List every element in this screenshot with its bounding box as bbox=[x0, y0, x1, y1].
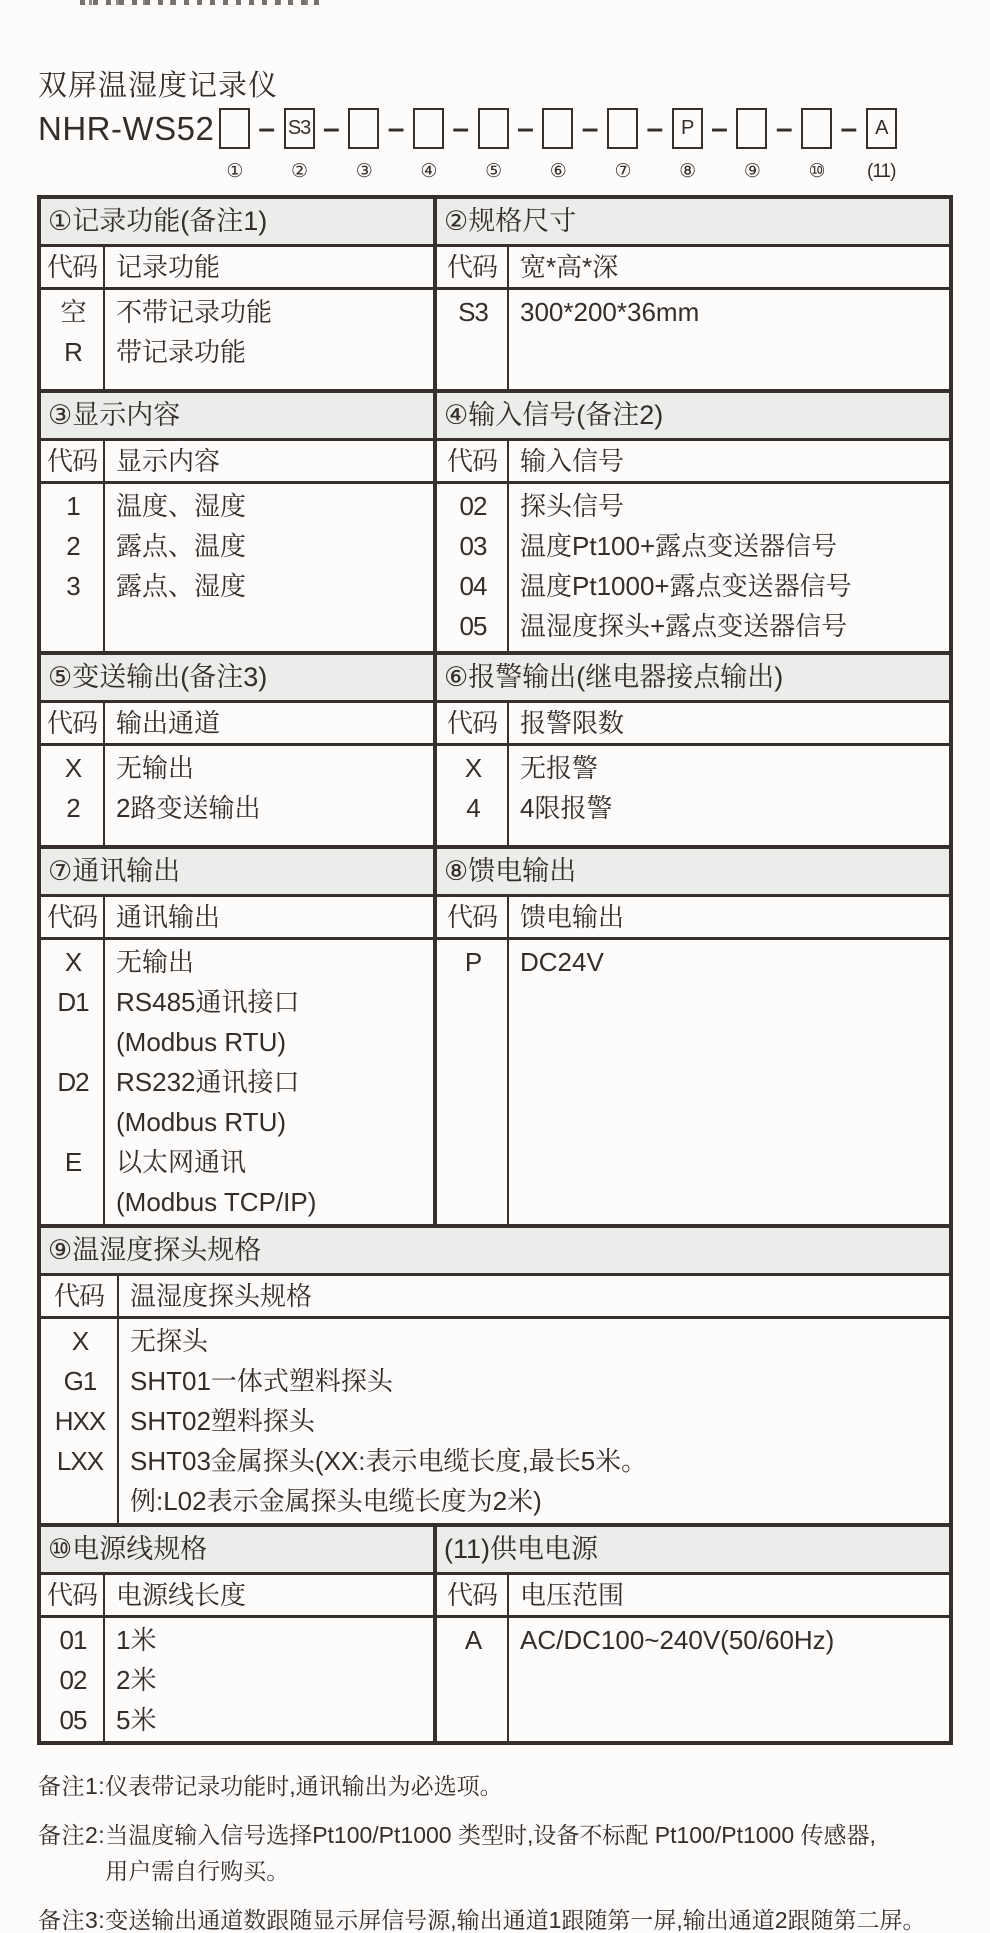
model-slot-index: ① bbox=[226, 161, 243, 182]
model-slot-index: ⑥ bbox=[549, 161, 566, 182]
model-slot-5 bbox=[476, 108, 510, 182]
section-header: ⑧馈电输出 bbox=[437, 849, 949, 897]
table-row bbox=[41, 748, 433, 788]
spec-table bbox=[37, 195, 953, 1745]
model-slot-box bbox=[478, 108, 509, 149]
row-desc: 无探头 bbox=[130, 1326, 209, 1356]
section-header: ⑦通讯输出 bbox=[41, 849, 433, 897]
row-desc: 不带记录功能 bbox=[116, 297, 273, 327]
section-feed-output bbox=[433, 849, 949, 1224]
model-slot-box: A bbox=[866, 108, 897, 149]
model-slot-8 bbox=[670, 108, 704, 182]
row-code: E bbox=[64, 1147, 82, 1177]
value-column-header: 显示内容 bbox=[116, 446, 221, 476]
dash-separator: – bbox=[258, 112, 276, 145]
row-code: 04 bbox=[459, 571, 487, 601]
row-code: G1 bbox=[63, 1366, 97, 1396]
model-slot-index: ③ bbox=[355, 161, 372, 182]
code-column-header: 代码 bbox=[437, 897, 509, 937]
row-desc-line2: 例:L02表示金属探头电缆长度为2米) bbox=[130, 1486, 542, 1516]
model-slot-box: P bbox=[672, 108, 703, 149]
row-code: X bbox=[64, 753, 82, 783]
section-probe-spec bbox=[41, 1228, 949, 1523]
row-desc: 无报警 bbox=[520, 753, 599, 783]
row-desc: 2路变送输出 bbox=[116, 793, 261, 823]
code-column-header: 代码 bbox=[41, 1575, 105, 1615]
row-desc: 4限报警 bbox=[520, 793, 613, 823]
section-transmit-output bbox=[41, 655, 433, 845]
band-6 bbox=[41, 1523, 949, 1741]
model-slot-box bbox=[736, 108, 767, 149]
row-code: 2 bbox=[66, 793, 80, 823]
row-code: 空 bbox=[60, 297, 86, 327]
row-desc bbox=[105, 1062, 433, 1142]
row-desc bbox=[119, 1441, 949, 1521]
section-body bbox=[41, 290, 433, 389]
note-text bbox=[105, 1817, 973, 1889]
section-input-signal bbox=[433, 393, 949, 651]
column-header-row bbox=[437, 1575, 949, 1618]
model-slot-6 bbox=[541, 108, 575, 182]
row-code: 03 bbox=[459, 531, 487, 561]
section-alarm-output bbox=[433, 655, 949, 845]
value-column-header: 电压范围 bbox=[520, 1580, 625, 1610]
row-desc: 温度Pt100+露点变送器信号 bbox=[520, 531, 838, 561]
model-slot-box bbox=[801, 108, 832, 149]
section-display-content bbox=[41, 393, 433, 651]
band-3 bbox=[41, 651, 949, 845]
row-desc: 1米 bbox=[116, 1625, 157, 1655]
model-slot-7 bbox=[605, 108, 639, 182]
value-column-header: 宽*高*深 bbox=[520, 252, 619, 282]
row-code: LXX bbox=[56, 1446, 104, 1476]
section-header: (11)供电电源 bbox=[437, 1527, 949, 1575]
code-column-header: 代码 bbox=[41, 897, 105, 937]
section-body bbox=[41, 746, 433, 845]
dash-separator: – bbox=[517, 112, 534, 145]
model-slot-index: ⑧ bbox=[679, 161, 696, 182]
row-code: 01 bbox=[59, 1625, 87, 1655]
section-header: ⑤变送输出(备注3) bbox=[41, 655, 433, 703]
dash-separator: – bbox=[323, 112, 340, 145]
table-row bbox=[41, 1062, 433, 1142]
row-code: R bbox=[64, 337, 82, 367]
table-row bbox=[437, 942, 949, 982]
code-column-header: 代码 bbox=[41, 1276, 119, 1316]
column-header-row bbox=[41, 897, 433, 940]
table-row bbox=[41, 1441, 949, 1521]
section-header: ③显示内容 bbox=[41, 393, 433, 441]
section-header: ⑩电源线规格 bbox=[41, 1527, 433, 1575]
section-body bbox=[437, 484, 949, 651]
model-slot-box bbox=[348, 108, 379, 149]
dash-separator: – bbox=[387, 112, 405, 145]
model-slot-index: ⑦ bbox=[614, 161, 631, 182]
value-column-header: 报警限数 bbox=[520, 708, 625, 738]
note-label: 备注2: bbox=[38, 1822, 106, 1848]
footnotes bbox=[38, 1768, 973, 1933]
dash-separator: – bbox=[775, 112, 793, 145]
table-row bbox=[41, 486, 433, 526]
note-3 bbox=[38, 1902, 973, 1933]
model-slot-box bbox=[219, 108, 250, 149]
column-header-row bbox=[41, 1276, 949, 1319]
table-row bbox=[437, 486, 949, 526]
table-row bbox=[41, 1700, 433, 1740]
model-slot-box bbox=[542, 108, 573, 149]
dash-separator: – bbox=[840, 112, 858, 145]
model-slot-index: ⑨ bbox=[743, 161, 760, 182]
model-code-row bbox=[38, 108, 898, 182]
row-desc: 探头信号 bbox=[520, 491, 625, 521]
row-code: P bbox=[464, 947, 482, 977]
column-header-row bbox=[41, 247, 433, 290]
value-column-header: 通讯输出 bbox=[116, 902, 221, 932]
code-column-header: 代码 bbox=[437, 1575, 509, 1615]
row-desc-line2: (Modbus RTU) bbox=[116, 1107, 287, 1137]
row-desc: 5米 bbox=[116, 1705, 157, 1735]
code-column-header: 代码 bbox=[41, 441, 105, 481]
section-body bbox=[41, 1319, 949, 1523]
model-slot-box: S3 bbox=[284, 108, 315, 149]
code-column-header: 代码 bbox=[41, 247, 105, 287]
dash-separator: – bbox=[581, 112, 599, 145]
table-row bbox=[437, 606, 949, 646]
model-slot-1 bbox=[217, 108, 251, 182]
row-desc-line1: SHT03金属探头(XX:表示电缆长度,最长5米。 bbox=[130, 1446, 648, 1476]
table-row bbox=[41, 1660, 433, 1700]
table-row bbox=[41, 942, 433, 982]
code-column-header: 代码 bbox=[437, 441, 509, 481]
table-row bbox=[41, 982, 433, 1062]
model-slot-3 bbox=[347, 108, 381, 182]
table-row bbox=[41, 292, 433, 332]
table-row bbox=[437, 1620, 949, 1660]
band-2 bbox=[41, 389, 949, 651]
band-4 bbox=[41, 845, 949, 1224]
section-power-cord bbox=[41, 1527, 433, 1741]
band-5 bbox=[41, 1224, 949, 1523]
row-code: 02 bbox=[459, 491, 487, 521]
section-header: ⑨温湿度探头规格 bbox=[41, 1228, 949, 1276]
section-dimensions bbox=[433, 199, 949, 389]
section-header: ④输入信号(备注2) bbox=[437, 393, 949, 441]
row-code: HXX bbox=[54, 1406, 106, 1436]
column-header-row bbox=[437, 247, 949, 290]
model-slot-4 bbox=[411, 108, 445, 182]
model-slot-index: ② bbox=[291, 161, 308, 182]
band-1 bbox=[41, 199, 949, 389]
section-body bbox=[41, 1618, 433, 1741]
row-desc: 2米 bbox=[116, 1665, 157, 1695]
row-code: 02 bbox=[59, 1665, 87, 1695]
section-body bbox=[41, 484, 433, 651]
row-desc bbox=[105, 1142, 433, 1222]
model-slot-box bbox=[607, 108, 638, 149]
row-code: X bbox=[71, 1326, 89, 1356]
section-header: ②规格尺寸 bbox=[437, 199, 949, 247]
row-desc: SHT01一体式塑料探头 bbox=[130, 1366, 393, 1396]
row-desc: AC/DC100~240V(50/60Hz) bbox=[520, 1625, 835, 1655]
section-body bbox=[437, 746, 949, 845]
row-desc: 温湿度探头+露点变送器信号 bbox=[520, 611, 848, 641]
row-desc: 温度、湿度 bbox=[116, 491, 247, 521]
column-header-row bbox=[437, 897, 949, 940]
table-row bbox=[41, 788, 433, 828]
section-header: ⑥报警输出(继电器接点输出) bbox=[437, 655, 949, 703]
section-communication-output bbox=[41, 849, 433, 1224]
row-code: 05 bbox=[59, 1705, 87, 1735]
note-label: 备注3: bbox=[38, 1907, 106, 1933]
row-code: 3 bbox=[66, 571, 80, 601]
table-row bbox=[437, 788, 949, 828]
section-header: ①记录功能(备注1) bbox=[41, 199, 433, 247]
row-code: D1 bbox=[57, 987, 89, 1017]
model-slot-index: (11) bbox=[867, 161, 896, 182]
row-code: D2 bbox=[57, 1067, 89, 1097]
model-prefix: NHR-WS52 bbox=[38, 110, 215, 147]
row-desc-line1: RS485通讯接口 bbox=[116, 987, 300, 1017]
note-2 bbox=[38, 1817, 973, 1889]
model-slot-11 bbox=[864, 108, 898, 182]
row-desc: 温度Pt1000+露点变送器信号 bbox=[520, 571, 852, 601]
row-desc: 无输出 bbox=[116, 947, 195, 977]
table-row bbox=[437, 748, 949, 788]
note-text-line1: 当温度输入信号选择Pt100/Pt1000 类型时,设备不标配 Pt100/Pt1000 传感器, bbox=[105, 1822, 876, 1848]
table-row bbox=[41, 526, 433, 566]
model-slot-index: ⑤ bbox=[485, 161, 502, 182]
table-row bbox=[437, 526, 949, 566]
row-code: A bbox=[464, 1625, 482, 1655]
section-body bbox=[437, 940, 949, 1224]
note-1 bbox=[38, 1768, 973, 1804]
row-code: 2 bbox=[66, 531, 80, 561]
row-desc: 无输出 bbox=[116, 753, 195, 783]
value-column-header: 馈电输出 bbox=[520, 902, 625, 932]
note-text: 变送输出通道数跟随显示屏信号源,输出通道1跟随第一屏,输出通道2跟随第二屏。 bbox=[105, 1907, 926, 1933]
model-slot-index: ④ bbox=[420, 161, 437, 182]
value-column-header: 输出通道 bbox=[116, 708, 221, 738]
row-desc: SHT02塑料探头 bbox=[130, 1406, 315, 1436]
code-column-header: 代码 bbox=[41, 703, 105, 743]
value-column-header: 记录功能 bbox=[116, 252, 221, 282]
row-desc: 带记录功能 bbox=[116, 337, 247, 367]
code-column-header: 代码 bbox=[437, 247, 509, 287]
column-header-row bbox=[41, 1575, 433, 1618]
row-desc: DC24V bbox=[520, 947, 604, 977]
model-slot-box bbox=[413, 108, 444, 149]
dash-separator: – bbox=[452, 112, 470, 145]
column-header-row bbox=[437, 441, 949, 484]
row-desc bbox=[105, 982, 433, 1062]
column-header-row bbox=[41, 703, 433, 746]
section-record-function bbox=[41, 199, 433, 389]
table-row bbox=[41, 1321, 949, 1361]
model-slot-9 bbox=[735, 108, 769, 182]
note-label: 备注1: bbox=[38, 1773, 106, 1799]
note-text-line2: 用户需自行购买。 bbox=[105, 1858, 290, 1884]
model-slot-index: ⑩ bbox=[808, 161, 825, 182]
table-row bbox=[437, 292, 949, 332]
row-desc: 露点、温度 bbox=[116, 531, 247, 561]
column-header-row bbox=[437, 703, 949, 746]
column-header-row bbox=[41, 441, 433, 484]
table-row bbox=[41, 1142, 433, 1222]
section-body bbox=[41, 940, 433, 1224]
dash-separator: – bbox=[646, 112, 664, 145]
section-body bbox=[437, 1618, 949, 1741]
value-column-header: 输入信号 bbox=[520, 446, 625, 476]
table-row bbox=[41, 1620, 433, 1660]
page-title: 双屏温湿度记录仪 bbox=[38, 70, 279, 102]
table-row bbox=[437, 566, 949, 606]
section-body bbox=[437, 290, 949, 389]
row-code: 1 bbox=[66, 491, 80, 521]
note-text: 仪表带记录功能时,通讯输出为必选项。 bbox=[105, 1773, 503, 1799]
row-code: 4 bbox=[466, 793, 480, 823]
value-column-header: 温湿度探头规格 bbox=[130, 1281, 313, 1311]
row-desc: 300*200*36mm bbox=[520, 297, 700, 327]
model-slot-10 bbox=[800, 108, 834, 182]
table-row bbox=[41, 1401, 949, 1441]
row-desc-line2: (Modbus RTU) bbox=[116, 1027, 287, 1057]
row-desc-line1: 以太网通讯 bbox=[116, 1147, 247, 1177]
dash-separator: – bbox=[711, 112, 728, 145]
value-column-header: 电源线长度 bbox=[116, 1580, 247, 1610]
row-code: 05 bbox=[459, 611, 487, 641]
table-row bbox=[41, 566, 433, 606]
table-row bbox=[41, 1361, 949, 1401]
table-row bbox=[41, 332, 433, 372]
row-desc: 露点、湿度 bbox=[116, 571, 247, 601]
section-power-supply bbox=[433, 1527, 949, 1741]
row-code: X bbox=[64, 947, 82, 977]
row-desc-line1: RS232通讯接口 bbox=[116, 1067, 300, 1097]
row-desc-line2: (Modbus TCP/IP) bbox=[116, 1187, 317, 1217]
model-slot-2 bbox=[282, 108, 316, 182]
clipped-text-fragment bbox=[80, 0, 325, 5]
row-code: X bbox=[464, 753, 482, 783]
code-column-header: 代码 bbox=[437, 703, 509, 743]
row-code: S3 bbox=[458, 297, 488, 327]
